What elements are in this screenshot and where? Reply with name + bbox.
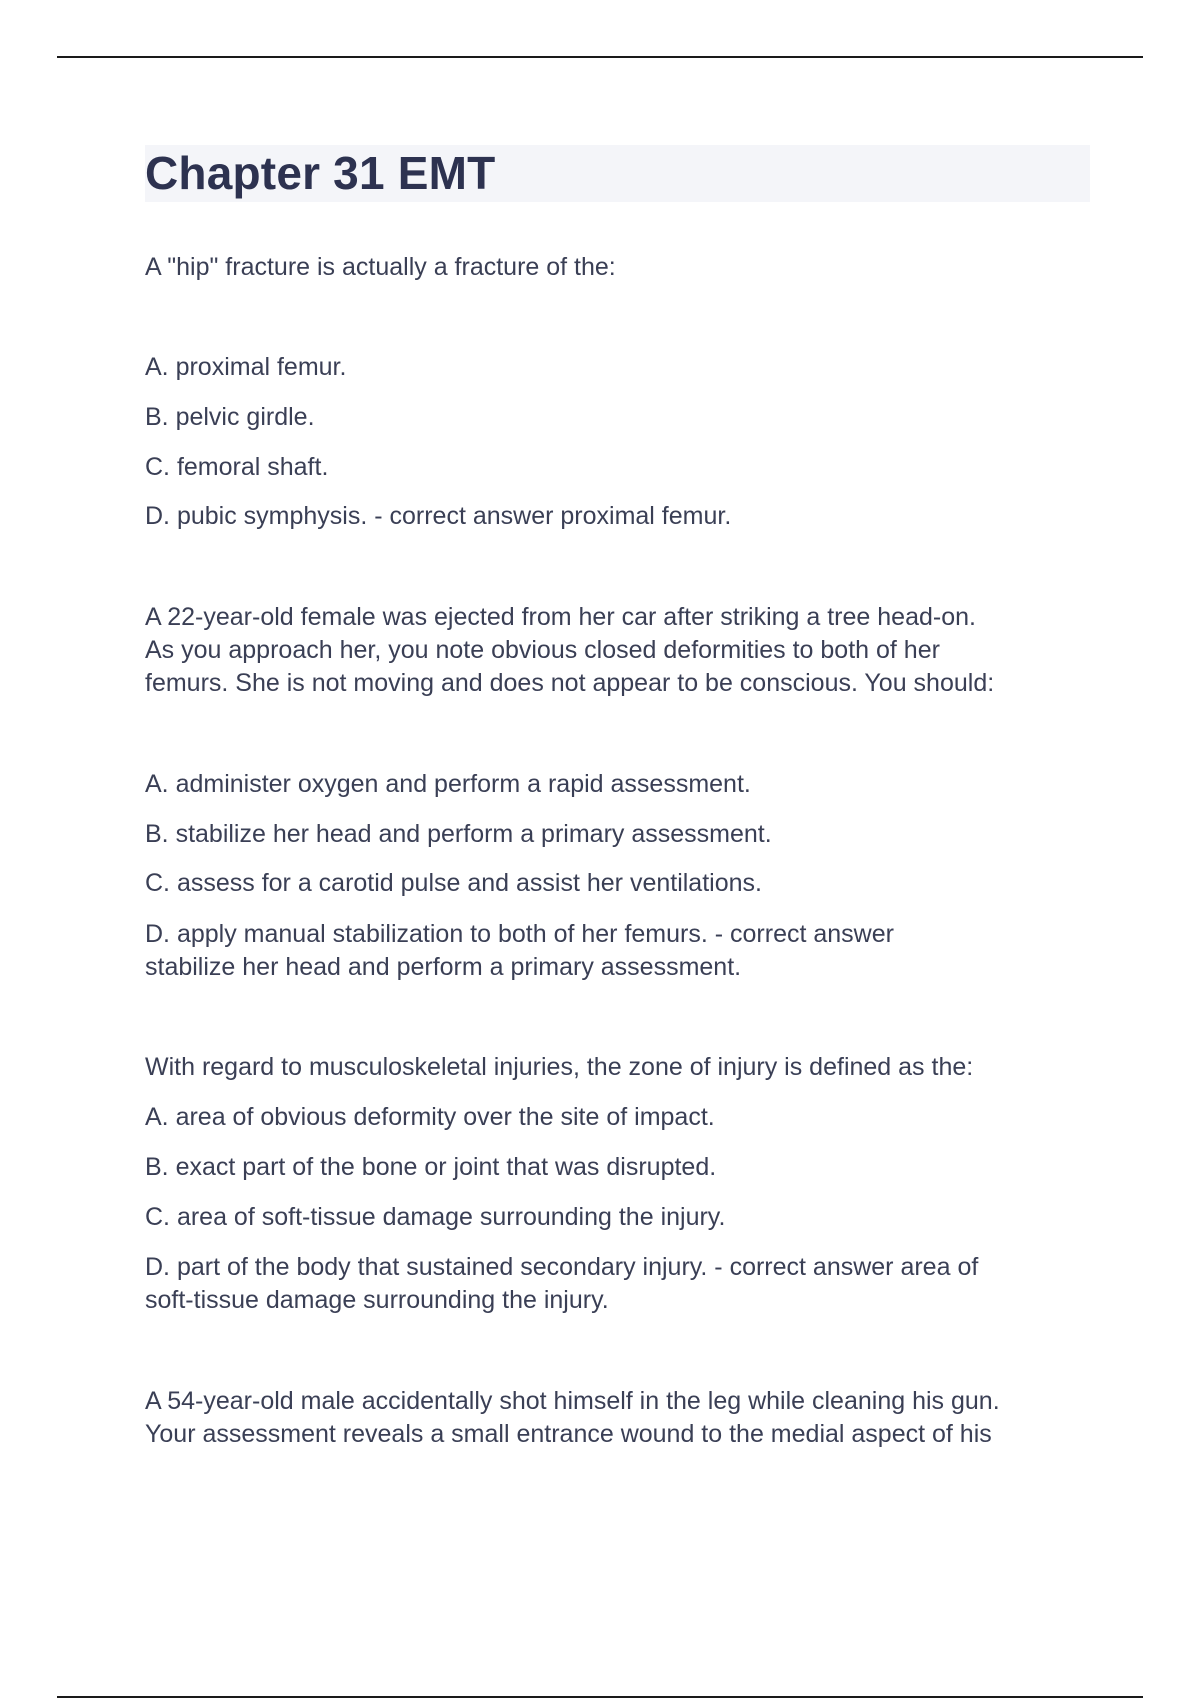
top-rule [57, 56, 1143, 58]
question-2-stem-line-3: femurs. She is not moving and does not appear to be conscious. You should: [145, 669, 995, 697]
question-3-option-b: B. exact part of the bone or joint that was disrupted. [145, 1153, 717, 1181]
question-1-option-b: B. pelvic girdle. [145, 403, 315, 431]
question-2-option-b: B. stabilize her head and perform a primary assessment. [145, 820, 772, 848]
bottom-rule [57, 1696, 1143, 1698]
question-2-option-d-answer-line-1: D. apply manual stabilization to both of her femurs. - correct answer [145, 920, 894, 948]
question-1-option-d-answer: D. pubic symphysis. - correct answer proximal femur. [145, 502, 732, 530]
question-3-stem: With regard to musculoskeletal injuries, the zone of injury is defined as the: [145, 1053, 974, 1081]
page-title: Chapter 31 EMT [145, 147, 496, 199]
question-2-stem-line-1: A 22-year-old female was ejected from her car after striking a tree head-on. [145, 603, 976, 631]
question-1-stem: A "hip" fracture is actually a fracture of the: [145, 253, 616, 281]
question-2-option-c: C. assess for a carotid pulse and assist her ventilations. [145, 869, 762, 897]
question-2-stem-line-2: As you approach her, you note obvious closed deformities to both of her [145, 636, 940, 664]
question-1-option-c: C. femoral shaft. [145, 453, 329, 481]
question-3-option-c: C. area of soft-tissue damage surrounding the injury. [145, 1203, 726, 1231]
question-3-option-d-answer-line-1: D. part of the body that sustained secondary injury. - correct answer area of [145, 1253, 979, 1281]
question-3-option-d-answer-line-2: soft-tissue damage surrounding the injury. [145, 1286, 609, 1314]
question-4-stem-line-2: Your assessment reveals a small entrance wound to the medial aspect of his [145, 1420, 992, 1448]
question-2-option-d-answer-line-2: stabilize her head and perform a primary assessment. [145, 953, 742, 981]
question-3-option-a: A. area of obvious deformity over the site of impact. [145, 1103, 715, 1131]
question-1-option-a: A. proximal femur. [145, 353, 347, 381]
question-4-stem-line-1: A 54-year-old male accidentally shot himself in the leg while cleaning his gun. [145, 1387, 1000, 1415]
question-2-option-a: A. administer oxygen and perform a rapid assessment. [145, 770, 751, 798]
